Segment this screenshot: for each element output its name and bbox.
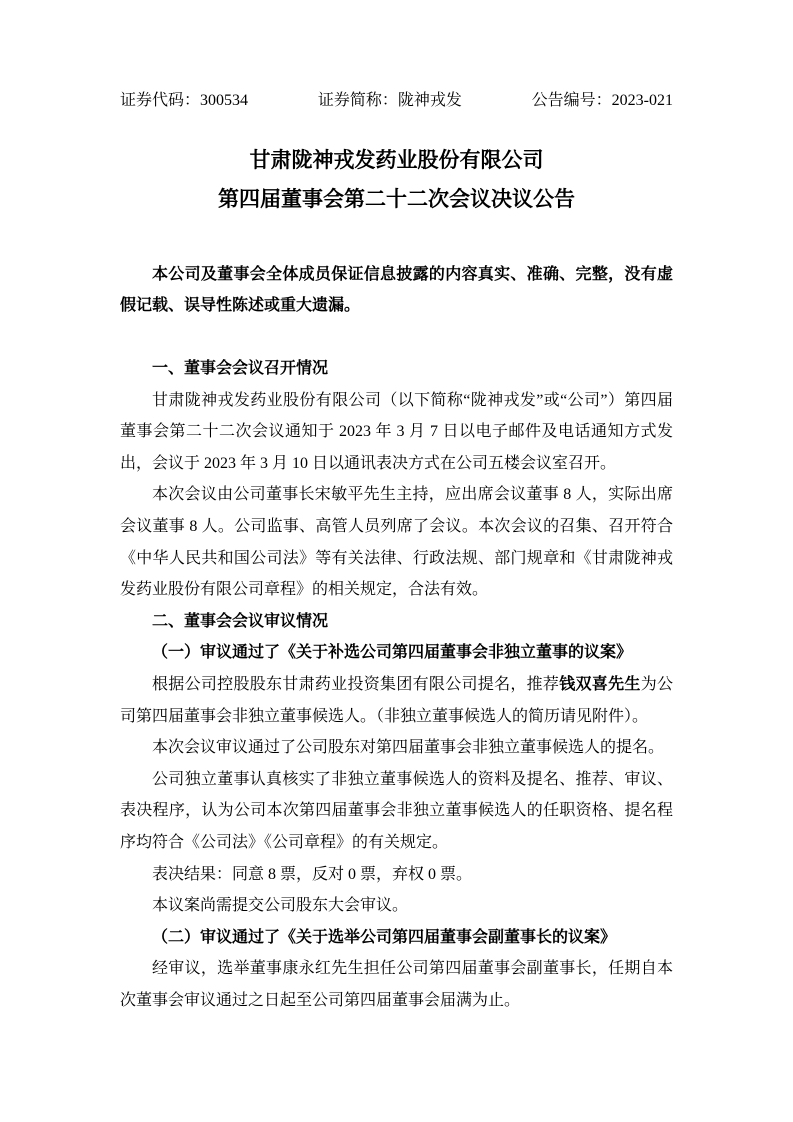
document-body — [120, 353, 673, 1016]
stock-code: 证券代码：300534 — [120, 92, 249, 109]
nomination-text-prefix: 根据公司控股股东甘肃药业投资集团有限公司提名，推荐 — [152, 675, 560, 693]
item1-nomination-paragraph — [120, 669, 673, 732]
section1-paragraph-notice: 甘肃陇神戎发药业股份有限公司（以下简称“陇神戎发”或“公司”）第四届董事会第二十二次会议通知于 2023 年 3 月 7 日以电子邮件及电话通知方式发出，会议于 2023 年 3 月 10 日以通讯表决方式在公司五楼会议室召开。 — [120, 391, 673, 472]
stock-abbr: 证券简称：陇神戎发 — [317, 92, 462, 109]
section1-heading: 一、董事会会议召开情况 — [152, 360, 329, 377]
nomination-text-suffix: 为公司第四届董事会非独立董事候选人。（非独立董事候选人的简历请见附件）。 — [120, 675, 673, 725]
section2-heading: 二、董事会会议审议情况 — [152, 612, 329, 630]
item2-election-paragraph: 经审议，选举董事康永红先生担任公司第四届董事会副董事长，任期自本次董事会审议通过之日起至公司第四届董事会届满为止。 — [120, 960, 673, 1009]
document-header — [120, 90, 673, 111]
announcement-number: 公告编号：2023-021 — [531, 92, 673, 109]
candidate-name: 钱双喜先生 — [559, 675, 641, 693]
truthfulness-statement: 本公司及董事会全体成员保证信息披露的内容真实、准确、完整，没有虚假记载、误导性陈述或重大遗漏。 — [120, 266, 673, 314]
document-title-block — [120, 141, 673, 219]
meeting-resolution-title: 第四届董事会第二十二次会议决议公告 — [218, 187, 575, 211]
item1-independent-directors-paragraph: 公司独立董事认真核实了非独立董事候选人的资料及提名、推荐、审议、表决程序，认为公司本次第四届董事会非独立董事候选人的任职资格、提名程序均符合《公司法》《公司章程》的有关规定。 — [120, 770, 673, 851]
item2-heading: （二）审议通过了《关于选举公司第四届董事会副董事长的议案》 — [152, 928, 617, 946]
item1-heading: （一）审议通过了《关于补选公司第四届董事会非独立董事的议案》 — [152, 644, 633, 662]
company-name-title: 甘肃陇神戎发药业股份有限公司 — [249, 148, 544, 172]
section1-paragraph-attendance: 本次会议由公司董事长宋敏平先生主持，应出席会议董事 8 人，实际出席会议董事 8 人。公司监事、高管人员列席了会议。本次会议的召集、召开符合《中华人民共和国公司法》等有关法律、行政法规、部门规章和《甘肃陇神戎发药业股份有限公司章程》的相关规定，合法有效。 — [120, 486, 673, 599]
item1-shareholder-meeting-note: 本议案尚需提交公司股东大会审议。 — [152, 897, 409, 915]
item1-approval-paragraph: 本次会议审议通过了公司股东对第四届董事会非独立董事候选人的提名。 — [152, 739, 665, 757]
item1-vote-result: 表决结果：同意 8 票，反对 0 票，弃权 0 票。 — [152, 865, 473, 883]
